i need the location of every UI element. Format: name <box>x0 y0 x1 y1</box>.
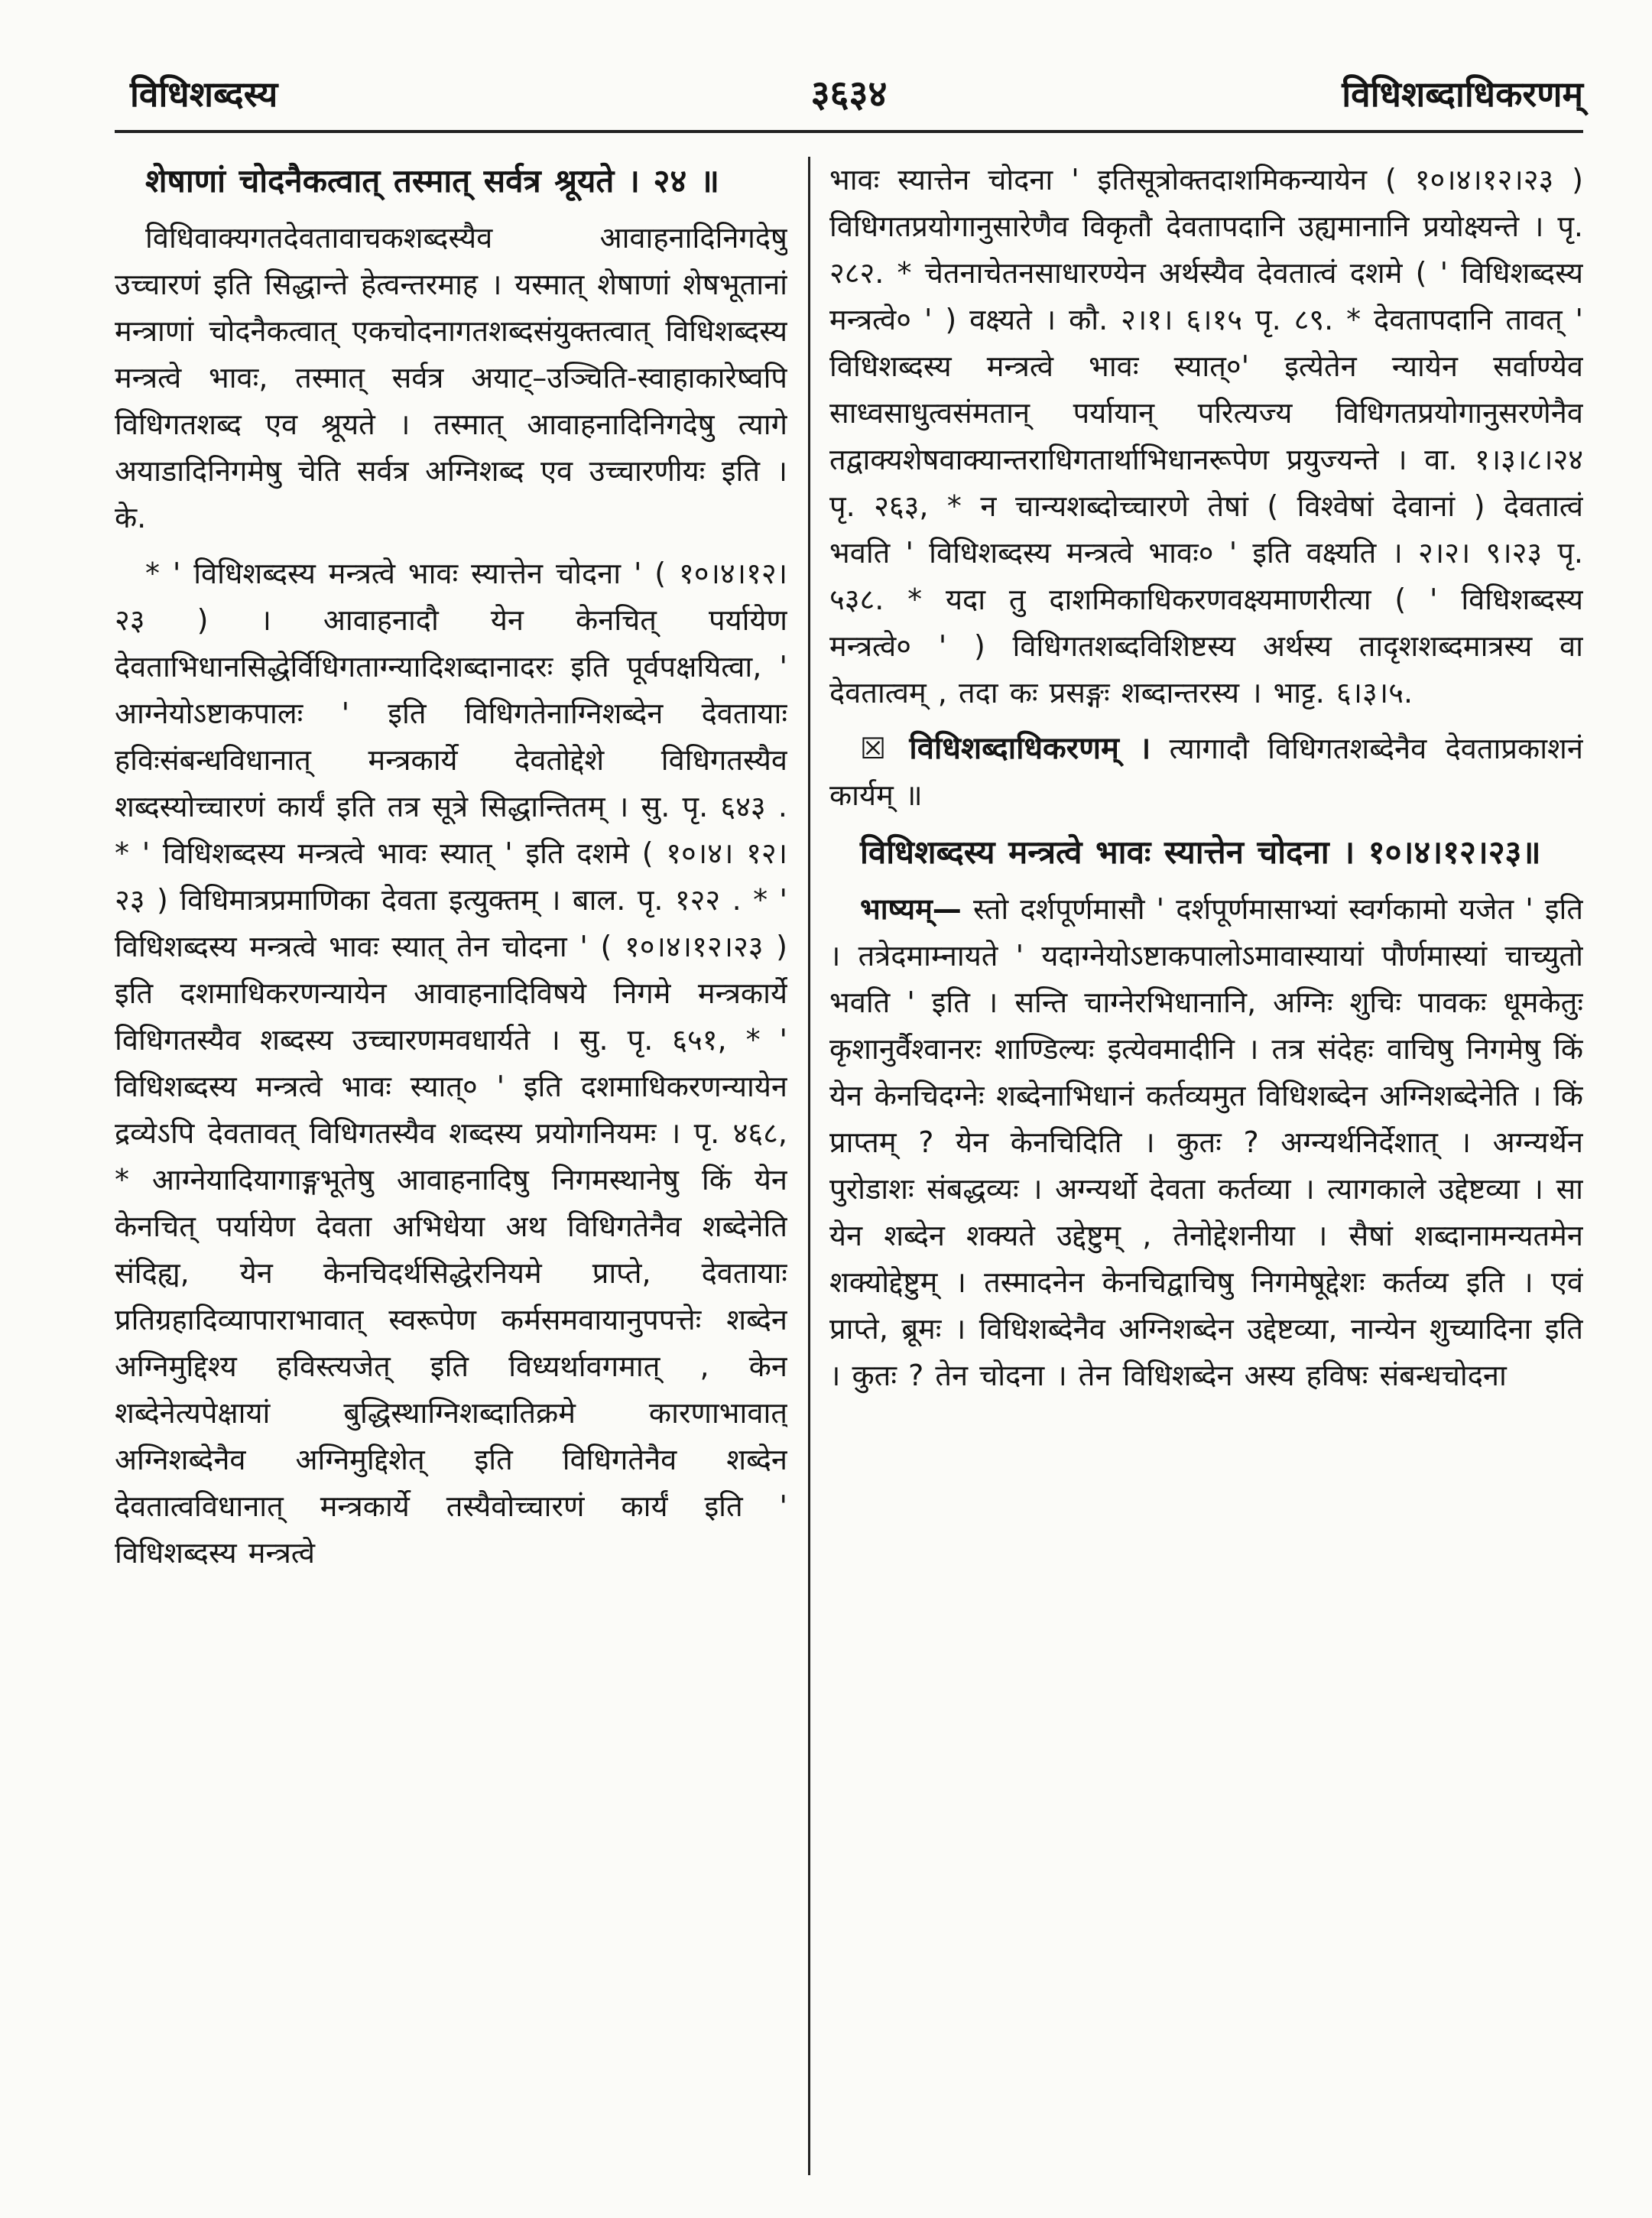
reference-paragraph: * ' विधिशब्दस्य मन्त्रत्वे भावः स्यात्तेन चोदना ' ( १०।४।१२।२३ ) । आवाहनादौ येन केनचित् पर्यायेण देवताभिधानसिद्धेर्विधिगताग्न्यादिशब्दानादरः इति पूर्वपक्षयित्वा, ' आग्नेयोऽष्टाकपालः ' इति विधिगतेनाग्निशब्देन देवतायाः हविःसंबन्धविधानात् मन्त्रकार्ये देवतोद्देशे विधिगतस्यैव शब्दस्योच्चारणं कार्यं इति तत्र सूत्रे सिद्धान्तितम् । सु. पृ. ६४३ . * ' विधिशब्दस्य मन्त्रत्वे भावः स्यात् ' इति दशमे ( १०।४। १२।२३ ) विधिमात्रप्रमाणिका देवता इत्युक्तम् । बाल. पृ. १२२ . * ' विधिशब्दस्य मन्त्रत्वे भावः स्यात् तेन चोदना ' ( १०।४।१२।२३ ) इति दशमाधिकरणन्यायेन आवाहनादिविषये निगमे मन्त्रकार्ये विधिगतस्यैव शब्दस्य उच्चारणमवधार्यते । सु. पृ. ६५१, * ' विधिशब्दस्य मन्त्रत्वे भावः स्यात्० ' इति दशमाधिकरणन्यायेन द्रव्येऽपि देवतावत् विधिगतस्यैव शब्दस्य प्रयोगनियमः । पृ. ४६८, * आग्नेयादियागाङ्गभूतेषु आवाहनादिषु निगमस्थानेषु किं येन केनचित् पर्यायेण देवता अभिधेया अथ विधिगतेनैव शब्देनेति संदिह्य, येन केनचिदर्थसिद्धेरनियमे प्राप्ते, देवतायाः प्रतिग्रहादिव्यापाराभावात् स्वरूपेण कर्मसमवायानुपपत्तेः शब्देन अग्निमुद्दिश्य हविस्त्यजेत् इति विध्यर्थावगमात् , केन शब्देनेत्यपेक्षायां बुद्धिस्थाग्निशब्दातिक्रमे कारणाभावात् अग्निशब्देनैव अग्निमुद्दिशेत् इति विधिगतेनैव शब्देन देवतात्वविधानात् मन्त्रकार्ये तस्यैवोच्चारणं कार्यं इति ' विधिशब्दस्य मन्त्रत्वे <box>115 557 787 1570</box>
header-rule <box>115 130 1583 133</box>
bhashya-paragraph <box>829 886 1583 1399</box>
sutra: विधिशब्दस्य मन्त्रत्वे भावः स्यात्तेन चोदना । १०।४।१२।२३॥ <box>860 833 1541 871</box>
adhikarana-symbol: ☒ <box>860 732 887 765</box>
page-header <box>115 60 1583 128</box>
adhikarana-heading <box>829 726 1583 819</box>
bhashya-label: भाष्यम्— <box>860 892 962 926</box>
reference-paragraph-continued: भावः स्यात्तेन चोदना ' इतिसूत्रोक्तदाशमिकन्यायेन ( १०।४।१२।२३ ) विधिगतप्रयोगानुसारेणैव विकृतौ देवतापदानि उह्यमानानि प्रयोक्ष्यन्ते । पृ. २८२. * चेतनाचेतनसाधारण्येन अर्थस्यैव देवतात्वं दशमे ( ' विधिशब्दस्य मन्त्रत्वे० ' ) वक्ष्यते । कौ. २।१। ६।१५ पृ. ८९. * देवतापदानि तावत् ' विधिशब्दस्य मन्त्रत्वे भावः स्यात्०' इत्येतेन न्यायेन सर्वाण्येव साध्वसाधुत्वसंमतान् पर्यायान् परित्यज्य विधिगतप्रयोगानुसरणेनैव तद्वाक्यशेषवाक्यान्तराधिगतार्थाभिधानरूपेण प्रयुज्यन्ते । वा. १।३।८।२४ पृ. २६३, * न चान्यशब्दोच्चारणे तेषां ( विश्वेषां देवानां ) देवतात्वं भवति ' विधिशब्दस्य मन्त्रत्वे भावः० ' इति वक्ष्यति । २।२। ९।२३ पृ. ५३८. * यदा तु दाशमिकाधिकरणवक्ष्यमाणरीत्या ( ' विधिशब्दस्य मन्त्रत्वे० ' ) विधिगतशब्दविशिष्टस्य अर्थस्य तादृशशब्दमात्रस्य वा देवतात्वम् , तदा कः प्रसङ्गः शब्दान्तरस्य । भाट्ट. ६।३।५. <box>829 163 1583 710</box>
commentary-paragraph: विधिवाक्यगतदेवतावाचकशब्दस्यैव आवाहनादिनिगदेषु उच्चारणं इति सिद्धान्ते हेत्वन्तरमाह । यस्मात् शेषाणां शेषभूतानां मन्त्राणां चोदनैकत्वात् एकचोदनागतशब्दसंयुक्तत्वात् विधिशब्दस्य मन्त्रत्वे भावः, तस्मात् सर्वत्र अयाट्–उञ्चिति-स्वाहाकारेष्वपि विधिगतशब्द एव श्रूयते । तस्मात् आवाहनादिनिगदेषु त्यागे अयाडादिनिगमेषु चेति सर्वत्र अग्निशब्द एव उच्चारणीयः इति । के. <box>115 221 787 534</box>
running-head-left: विधिशब्दस्य <box>130 73 278 115</box>
page-number: ३६३४ <box>810 73 888 115</box>
left-column <box>115 157 787 2175</box>
adhikarana-title: विधिशब्दाधिकरणम् । <box>909 731 1151 766</box>
bhashya-text: स्तो दर्शपूर्णमासौ ' दर्शपूर्णमासाभ्यां स्वर्गकामो यजेत ' इति । तत्रेदमाम्नायते ' यदाग्नेयोऽष्टाकपालोऽमावास्यायां पौर्णमास्यां चाच्युतो भवति ' इति । सन्ति चाग्नेरभिधानानि, अग्निः शुचिः पावकः धूमकेतुः कृशानुर्वैश्वानरः शाण्डिल्यः इत्येवमादीनि । तत्र संदेहः वाचिषु निगमेषु किं येन केनचिदग्नेः शब्देनाभिधानं कर्तव्यमुत विधिशब्देन अग्निशब्देनेति । किं प्राप्तम् ? येन केनचिदिति । कुतः ? अग्न्यर्थनिर्देशात् । अग्न्यर्थेन पुरोडाशः संबद्धव्यः । अग्न्यर्थो देवता कर्तव्या । त्यागकाले उद्देष्टव्या । सा येन शब्देन शक्यते उद्देष्टुम् , तेनोद्देशनीया । सैषां शब्दानामन्यतमेन शक्योद्देष्टुम् । तस्मादनेन केनचिद्वाचिषु निगमेषूद्देशः कर्तव्य इति । एवं प्राप्ते, ब्रूमः । विधिशब्देनैव अग्निशब्देन उद्देष्टव्या, नान्येन शुच्यादिना इति । कुतः ? तेन चोदना । तेन विधिशब्देन अस्य हविषः संबन्धचोदना <box>829 892 1583 1392</box>
sutra-ending: शेषाणां चोदनैकत्वात् तस्मात् सर्वत्र श्रूयते । २४ ॥ <box>145 162 719 200</box>
adhikarana-description: त्यागादौ विधिगतशब्देनैव देवताप्रकाशनं कार्यम् ॥ <box>829 732 1583 812</box>
column-divider <box>808 157 810 2175</box>
right-column <box>829 157 1583 2175</box>
text-columns <box>115 157 1583 2175</box>
running-head-right: विधिशब्दाधिकरणम् <box>1342 73 1583 115</box>
